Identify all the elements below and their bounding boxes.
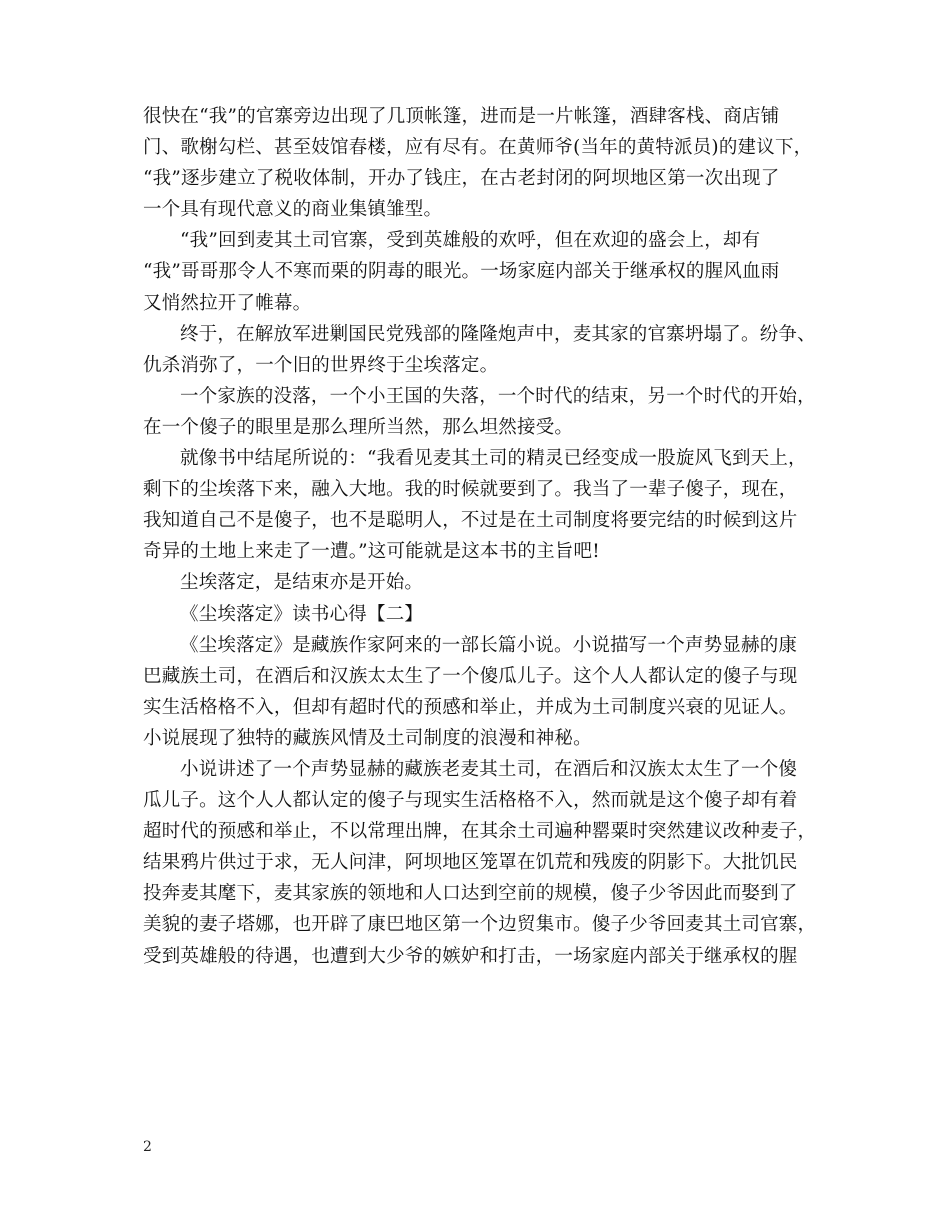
text-line: 巴藏族土司，在酒后和汉族太太生了一个傻瓜儿子。这个人人都认定的傻子与现 [143, 665, 798, 687]
text-line: 《尘埃落定》读书心得【二】 [180, 603, 424, 625]
text-line: 又悄然拉开了帷幕。 [143, 292, 312, 314]
text-line: 超时代的预感和举止，不以常理出牌，在其余土司遍种罂粟时突然建议改种麦子， [143, 821, 817, 843]
text-line: 很快在“我”的官寨旁边出现了几顶帐篷，进而是一片帐篷，酒肆客栈、商店铺 [143, 106, 780, 127]
text-line: 瓜儿子。这个人人都认定的傻子与现实生活格格不入，然而就是这个傻子却有着 [143, 790, 798, 812]
text-line: 就像书中结尾所说的：“我看见麦其土司的精灵已经变成一股旋风飞到天上， [180, 448, 807, 470]
text-line: 《尘埃落定》是藏族作家阿来的一部长篇小说。小说描写一个声势显赫的康 [180, 634, 798, 656]
page-number: 2 [143, 1139, 152, 1155]
text-line: 奇异的土地上来走了一遭。”这可能就是这本书的主旨吧! [143, 541, 600, 563]
text-line: 门、歌榭勾栏、甚至妓馆春楼，应有尽有。在黄师爷(当年的黄特派员)的建议下， [143, 137, 813, 159]
text-line: 一个家族的没落，一个小王国的失落，一个时代的结束，另一个时代的开始， [180, 385, 816, 407]
text-line: 终于，在解放军进剿国民党残部的隆隆炮声中，麦其家的官寨坍塌了。纷争、 [180, 323, 816, 345]
text-line: 实生活格格不入，但却有超时代的预感和举止，并成为土司制度兴衰的见证人。 [143, 696, 798, 718]
text-line: 仇杀消弥了，一个旧的世界终于尘埃落定。 [143, 354, 499, 376]
text-line: 受到英雄般的待遇，也遭到大少爷的嫉妒和打击，一场家庭内部关于继承权的腥 [143, 945, 798, 967]
text-line: 小说展现了独特的藏族风情及土司制度的浪漫和神秘。 [143, 727, 592, 749]
text-line: 我知道自己不是傻子，也不是聪明人，不过是在土司制度将要完结的时候到这片 [143, 510, 798, 532]
text-line: “我”回到麦其土司官寨，受到英雄般的欢呼，但在欢迎的盛会上，却有 [180, 230, 761, 252]
text-line: 投奔麦其麾下，麦其家族的领地和人口达到空前的规模，傻子少爷因此而娶到了 [143, 883, 798, 905]
text-line: “我”哥哥那令人不寒而栗的阴毒的眼光。一场家庭内部关于继承权的腥风血雨 [143, 261, 780, 283]
text-line: 一个具有现代意义的商业集镇雏型。 [143, 199, 443, 221]
text-line: 尘埃落定，是结束亦是开始。 [180, 572, 424, 594]
text-line: 结果鸦片供过于求，无人问津，阿坝地区笼罩在饥荒和残废的阴影下。大批饥民 [143, 852, 798, 874]
document-body [143, 101, 833, 972]
text-line: “我”逐步建立了税收体制，开办了钱庄，在古老封闭的阿坝地区第一次出现了 [143, 168, 780, 190]
text-line: 剩下的尘埃落下来，融入大地。我的时候就要到了。我当了一辈子傻子，现在， [143, 479, 798, 501]
text-line: 在一个傻子的眼里是那么理所当然，那么坦然接受。 [143, 416, 574, 438]
text-line: 小说讲述了一个声势显赫的藏族老麦其土司，在酒后和汉族太太生了一个傻 [180, 758, 798, 780]
text-line: 美貌的妻子塔娜，也开辟了康巴地区第一个边贸集市。傻子少爷回麦其土司官寨， [143, 914, 817, 936]
